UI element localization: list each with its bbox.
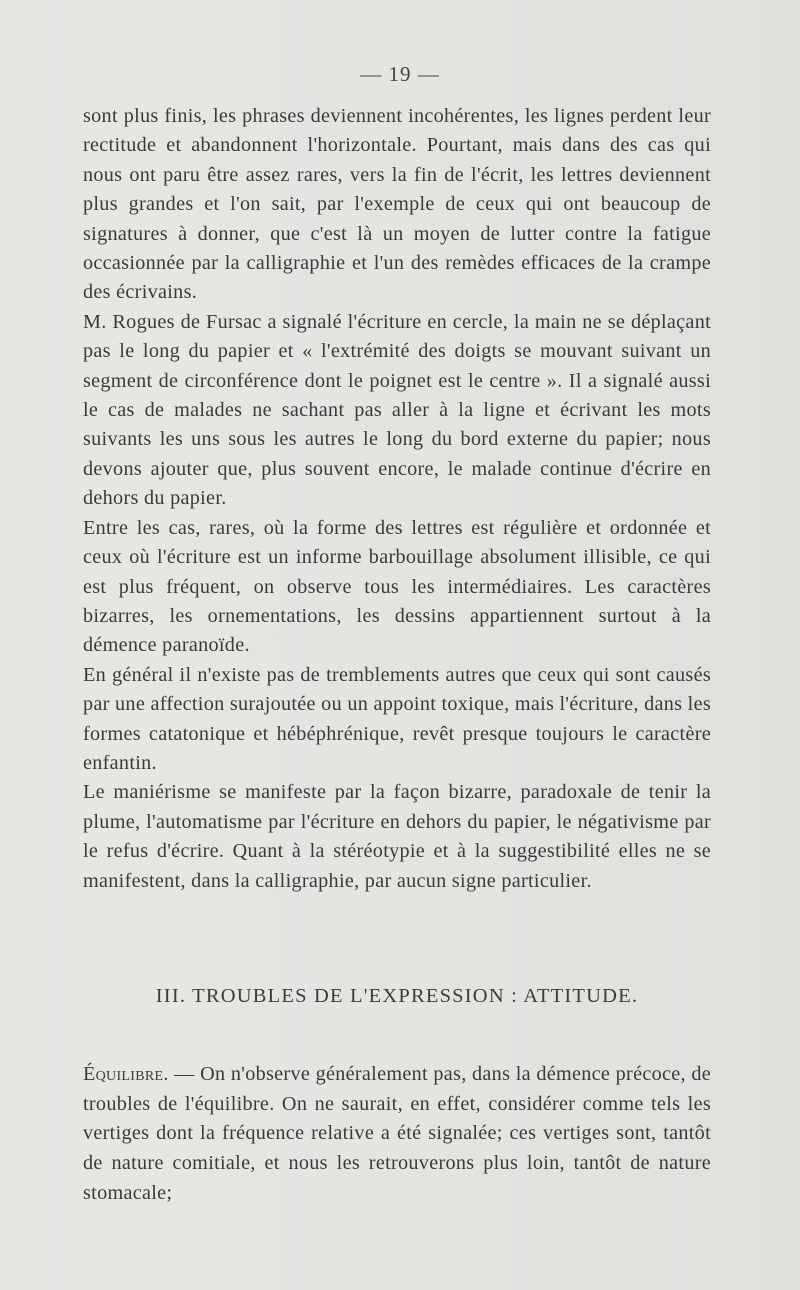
section-heading: III. TROUBLES DE L'EXPRESSION : ATTITUDE. xyxy=(155,985,639,1007)
paragraph-1: sont plus finis, les phrases deviennent incohérentes, les lignes perdent leur rectitude et abandonnent l'horizontale. Pourtant, mais dans des cas qui nous ont paru être assez rares, vers la fin de l'écrit, les lettres deviennent plus grandes et l'on sait, par l'exemple de ceux qui ont beaucoup de signatures à donner, que c'est là un moyen de lutter contre la fatigue occasionnée par la calligraphie et l'un des remèdes efficaces de la crampe des écrivains. xyxy=(83,105,711,304)
paragraph-2: M. Rogues de Fursac a signalé l'écriture en cercle, la main ne se déplaçant pas le long du papier et « l'extrémité des doigts se mouvant suivant un segment de circonférence dont le poignet est le centre ». Il a signalé aussi le cas de malades ne sachant pas aller à la ligne et écrivant les mots suivants les uns sous les autres le long du bord externe du papier; nous devons ajouter que, plus souvent encore, le malade continue d'écrire en dehors du papier. xyxy=(83,310,711,510)
section-body-text: — On n'observe généralement pas, dans la démence précoce, de troubles de l'équilibre. On ne saurait, en effet, considérer comme tels les vertiges dont la fréquence relative a été signalée; ces vertiges sont, tantôt de nature comitiale, et nous les retrouverons plus loin, tantôt de nature stomacale; xyxy=(83,1063,711,1204)
paragraph-4: En général il n'existe pas de tremblements autres que ceux qui sont causés par une affection surajoutée ou un appoint toxique, mais l'écriture, dans les formes catatonique et hébéphrénique, revêt presque toujours le caractère enfantin. xyxy=(83,663,711,774)
paragraph-3: Entre les cas, rares, où la forme des lettres est régulière et ordonnée et ceux où l'écriture est un informe barbouillage absolument illisible, ce qui est plus fréquent, on observe tous les intermédiaires. Les caractères bizarres, les ornementations, les dessins appartiennent surtout à la démence paranoïde. xyxy=(83,516,711,657)
page-number: — 19 — xyxy=(360,62,440,86)
section-lead: Équilibre. xyxy=(83,1063,169,1086)
section-body xyxy=(83,1040,711,1228)
section-paragraph xyxy=(83,1060,711,1208)
paragraph-5: Le maniérisme se manifeste par la façon bizarre, paradoxale de tenir la plume, l'automatisme par l'écriture en dehors du papier, le négativisme par le refus d'écrire. Quant à la stéréotypie et à la suggestibilité elles ne se manifestent, dans la calligraphie, par aucun signe particulier. xyxy=(83,781,711,892)
body-text xyxy=(83,102,711,896)
